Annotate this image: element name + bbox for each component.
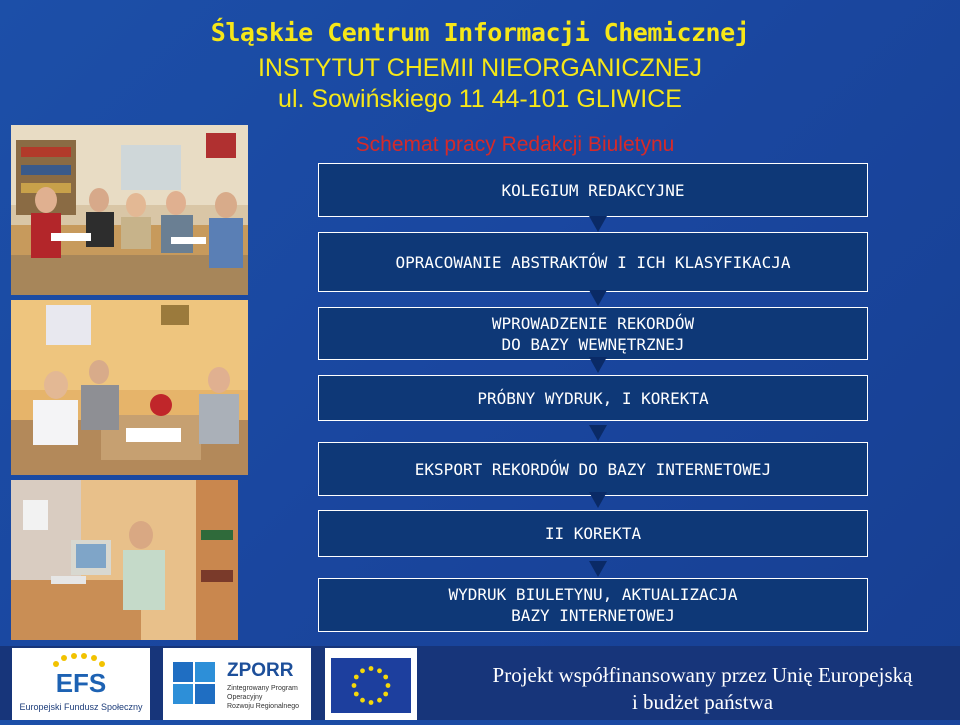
flow-step-5-label: EKSPORT REKORDÓW DO BAZY INTERNETOWEJ: [414, 459, 772, 479]
institute-name: INSTYTUT CHEMII NIEORGANICZNEJ: [257, 54, 702, 82]
flow-step-2-label: OPRACOWANIE ABSTRAKTÓW I ICH KLASYFIKACJA: [395, 252, 791, 272]
photo-editorial-meeting: [11, 125, 248, 295]
flow-step-6-label: II KOREKTA: [544, 524, 642, 543]
flow-step-7: [318, 578, 868, 632]
eu-star-icon: [383, 692, 388, 697]
cofinancing-note: [470, 662, 935, 716]
flow-step-4-label: PRÓBNY WYDRUK, I KOREKTA: [477, 388, 709, 408]
zporr-logo-caption-1: Zintegrowany Program: [227, 685, 298, 692]
flow-step-7-label-2: BAZY INTERNETOWEJ: [511, 606, 675, 625]
flow-arrow-2: [589, 290, 607, 306]
eu-star-icon: [383, 675, 388, 680]
flow-step-4: [318, 375, 868, 421]
eu-star-icon: [369, 666, 374, 671]
flow-step-2: [318, 232, 868, 292]
eu-star-icon: [377, 698, 382, 703]
flow-step-1-label: KOLEGIUM REDAKCYJNE: [501, 180, 685, 200]
eu-star-icon: [352, 683, 357, 688]
eu-star-icon: [360, 668, 365, 673]
workflow-title: Schemat pracy Redakcji Biuletynu: [355, 133, 675, 156]
zporr-logo-caption-2: Operacyjny: [227, 694, 263, 701]
eu-flag-logo: [325, 648, 417, 720]
eu-star-icon: [377, 668, 382, 673]
flow-arrow-6: [589, 561, 607, 577]
efs-logo: [12, 648, 150, 720]
eu-star-icon: [386, 683, 391, 688]
flow-step-1: [318, 163, 868, 217]
photo-computer-workstation: [11, 480, 238, 640]
zporr-logo-caption-3: Rozwoju Regionalnego: [227, 703, 299, 710]
flow-arrow-1: [589, 216, 607, 232]
eu-star-icon: [354, 675, 359, 680]
cofinancing-line-1: Projekt współfinansowany przez Unię Europejską: [492, 663, 913, 687]
cofinancing-line-2: i budżet państwa: [631, 690, 774, 714]
flow-step-6: [318, 510, 868, 557]
flow-arrow-3: [589, 357, 607, 373]
zporr-logo: [163, 648, 311, 720]
eu-star-icon: [354, 692, 359, 697]
eu-star-icon: [369, 700, 374, 705]
address: ul. Sowińskiego 11 44-101 GLIWICE: [278, 85, 682, 113]
flow-step-7-label: WYDRUK BIULETYNU, AKTUALIZACJA: [448, 585, 738, 604]
flow-arrow-5: [589, 492, 607, 508]
flow-arrow-4: [589, 425, 607, 441]
institution-name: Śląskie Centrum Informacji Chemicznej: [210, 18, 750, 47]
flow-step-5: [318, 442, 868, 496]
eu-star-icon: [360, 698, 365, 703]
flow-step-3-label-2: DO BAZY WEWNĘTRZNEJ: [501, 334, 685, 354]
photo-indexing-team: [11, 300, 248, 475]
flow-step-3: [318, 307, 868, 360]
flow-step-3-label: WPROWADZENIE REKORDÓW: [491, 313, 695, 333]
efs-logo-caption: Europejski Fundusz Społeczny: [19, 702, 143, 712]
zporr-logo-name: ZPORR: [227, 660, 294, 681]
efs-logo-name: EFS: [55, 668, 107, 698]
